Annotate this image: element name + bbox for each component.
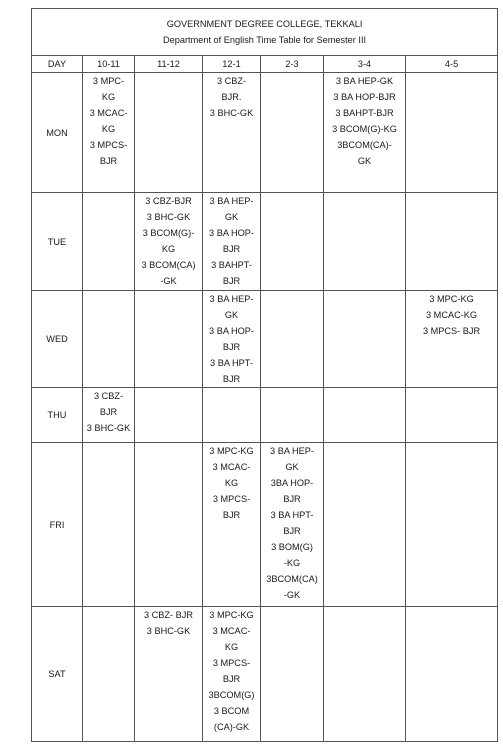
- timeslot-cell: [135, 388, 203, 443]
- day-label: SAT: [32, 607, 83, 742]
- timeslot-cell: [203, 193, 261, 291]
- class-entry: 3 MPC-KG: [209, 610, 254, 620]
- class-entry: 3 MPCS- BJR: [212, 658, 251, 684]
- timeslot-cell: [135, 193, 203, 291]
- timeslot-cell: [83, 607, 135, 742]
- class-entry: 3BCOM(CA) -GK: [266, 574, 318, 600]
- timeslot-cell: [83, 193, 135, 291]
- class-entry: 3 BHC-GK: [86, 423, 131, 433]
- class-entry: 3BA HOP- BJR: [270, 478, 314, 504]
- timeslot-cell: [135, 443, 203, 607]
- timeslot-cell: [83, 388, 135, 443]
- timeslot-cell: [261, 443, 324, 607]
- class-entry: 3 BCOM (CA)-GK: [213, 706, 250, 732]
- header-cell: [32, 9, 498, 56]
- timeslot-cell: [203, 73, 261, 193]
- timeslot-cell: [203, 291, 261, 388]
- class-entry: 3 BCOM(CA) -GK: [141, 260, 196, 286]
- table-row: [32, 388, 498, 443]
- class-entry: 3 BA HOP-BJR: [333, 92, 396, 102]
- class-entry: 3 BA HPT- BJR: [210, 358, 253, 384]
- class-entry: 3 MCAC-KG: [426, 310, 478, 320]
- class-entry: 3 MPC-KG: [209, 446, 254, 456]
- timeslot-cell: [406, 73, 498, 193]
- timeslot-cell: [324, 73, 406, 193]
- timeslot-cell: [83, 291, 135, 388]
- table-row: [32, 291, 498, 388]
- class-entry: 3 BHC-GK: [209, 108, 254, 118]
- class-entry: 3BCOM(CA)- GK: [337, 140, 392, 166]
- class-entry: 3 BCOM(G)-KG: [332, 124, 397, 134]
- class-entry: 3 BHC-GK: [146, 212, 191, 222]
- timeslot-cell: [406, 193, 498, 291]
- timeslot-cell: [324, 193, 406, 291]
- table-row: [32, 443, 498, 607]
- class-entry: 3 BA HOP- BJR: [209, 228, 254, 254]
- timetable-body: [32, 73, 498, 742]
- timeslot-cell: [135, 291, 203, 388]
- column-header-11-12: 11-12: [135, 56, 203, 73]
- timeslot-cell: [261, 73, 324, 193]
- column-header-row: [32, 56, 498, 73]
- class-entry: 3 BA HEP- GK: [270, 446, 314, 472]
- table-row: [32, 193, 498, 291]
- timeslot-cell: [324, 291, 406, 388]
- class-entry: 3 MPCS- BJR: [422, 326, 481, 336]
- timeslot-cell: [406, 388, 498, 443]
- class-entry: 3 BAHPT-BJR: [335, 108, 394, 118]
- class-entry: 3 CBZ- BJR: [143, 610, 193, 620]
- timeslot-cell: [406, 607, 498, 742]
- class-entry: 3 CBZ- BJR.: [216, 76, 247, 102]
- timetable: [31, 8, 498, 742]
- class-entry: 3 BA HEP- GK: [209, 294, 254, 320]
- timetable-subtitle: Department of English Time Table for Semester III: [163, 35, 367, 45]
- class-entry: 3 MPCS- BJR: [89, 140, 128, 166]
- column-header-4-5: 4-5: [406, 56, 498, 73]
- timeslot-cell: [83, 443, 135, 607]
- table-row: [32, 73, 498, 193]
- class-entry: 3 CBZ-BJR: [145, 196, 192, 206]
- timeslot-cell: [203, 443, 261, 607]
- timeslot-cell: [406, 443, 498, 607]
- timeslot-cell: [261, 291, 324, 388]
- class-entry: 3 BA HOP- BJR: [209, 326, 254, 352]
- class-entry: 3 BA HEP-GK: [335, 76, 394, 86]
- class-entry: 3 MPC- KG: [92, 76, 125, 102]
- class-entry: 3 MPC-KG: [429, 294, 474, 304]
- timeslot-cell: [203, 388, 261, 443]
- timeslot-cell: [324, 388, 406, 443]
- class-entry: 3 BAHPT- BJR: [211, 260, 252, 286]
- timeslot-cell: [261, 388, 324, 443]
- timeslot-cell: [324, 443, 406, 607]
- day-label: MON: [32, 73, 83, 193]
- column-header-12-1: 12-1: [203, 56, 261, 73]
- class-entry: 3 MPCS- BJR: [212, 494, 251, 520]
- timeslot-cell: [83, 73, 135, 193]
- class-entry: 3 MCAC- KG: [212, 626, 251, 652]
- table-row: [32, 607, 498, 742]
- timeslot-cell: [203, 607, 261, 742]
- college-title: GOVERNMENT DEGREE COLLEGE, TEKKALI: [166, 19, 363, 29]
- column-header-3-4: 3-4: [324, 56, 406, 73]
- class-entry: 3BCOM(G): [208, 690, 255, 700]
- class-entry: 3 BHC-GK: [146, 626, 191, 636]
- class-entry: 3 BA HPT- BJR: [270, 510, 314, 536]
- column-header-day: DAY: [32, 56, 83, 73]
- day-label: WED: [32, 291, 83, 388]
- column-header-10-11: 10-11: [83, 56, 135, 73]
- class-entry: 3 BCOM(G)- KG: [142, 228, 195, 254]
- timeslot-cell: [324, 607, 406, 742]
- timeslot-cell: [135, 607, 203, 742]
- class-entry: 3 MCAC- KG: [212, 462, 251, 488]
- class-entry: 3 BOM(G) -KG: [271, 542, 313, 568]
- day-label: FRI: [32, 443, 83, 607]
- timeslot-cell: [406, 291, 498, 388]
- day-label: THU: [32, 388, 83, 443]
- class-entry: 3 BA HEP- GK: [209, 196, 254, 222]
- class-entry: 3 MCAC- KG: [89, 108, 128, 134]
- timeslot-cell: [261, 607, 324, 742]
- timeslot-cell: [135, 73, 203, 193]
- class-entry: 3 CBZ- BJR: [93, 391, 124, 417]
- column-header-2-3: 2-3: [261, 56, 324, 73]
- timeslot-cell: [261, 193, 324, 291]
- day-label: TUE: [32, 193, 83, 291]
